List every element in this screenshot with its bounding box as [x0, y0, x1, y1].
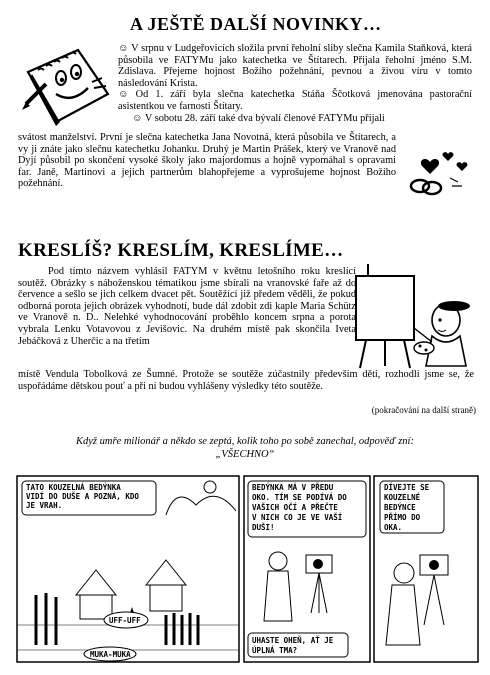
bubble-6-line-1: DÍVEJTE SE [384, 483, 430, 492]
bubble-4-line-2: OKO. TÍM SE PODÍVÁ DO [252, 493, 347, 502]
bubble-3: MUKA-MUKA [90, 650, 131, 659]
bubble-6-line-3: BEDÝNCE [384, 503, 416, 512]
bubble-5-line-1: UHASTE OHEŇ, AŤ JE [252, 636, 334, 645]
bubble-4-line-5: DUŠI! [252, 523, 275, 532]
news-para-3a: ☺ V sobotu 28. září také dva bývalí členové FATYMu přijali [132, 112, 385, 124]
bubble-6-line-5: OKA. [384, 523, 403, 532]
contest-title: KRESLÍŠ? KRESLÍM, KRESLÍME… [18, 240, 344, 261]
news-title: A JEŠTĚ DALŠÍ NOVINKY… [130, 14, 382, 34]
bubble-6-line-4: PŘÍMO DO [384, 513, 421, 522]
bubble-5-line-2: ÚPLNÁ TMA? [252, 646, 298, 655]
continued-note: (pokračování na další straně) [371, 405, 476, 415]
contest-para-2: místě Vendula Tobolková ze Šumné. Protože se soutěže zúčastnily především děti, rozhodli jsme se, že uspořádáme dětskou pouť a při ní budou vyhlášeny výsledky této soutěže. [18, 369, 474, 392]
bubble-1-line-2: VIDÍ DO DUŠE A POZNÁ, KDO [26, 492, 139, 501]
painter-easel-icon [352, 262, 476, 370]
wedding-rings-icon [400, 150, 480, 200]
bubble-6-line-2: KOUZELNÉ [384, 493, 421, 502]
news-paragraphs [118, 43, 472, 124]
bubble-4-line-4: V NICH CO JE VE VAŠÍ [252, 513, 343, 522]
news-para-3b: svátost manželství. První je slečna katechetka Jana Novotná, která působila ve Štítarech, a vy ji znáte jako slečnu katechetku Johanku. Druhý je Martin Prášek, který ve Vranově nad Dyjí působil po skončení vysoké školy jako majordomus a hojně vypomáhal s opravami far. Janě, Martinovi a jejich partnerům blahopřejeme a vyprošujeme hojnost Božího požehnání. [18, 132, 396, 190]
smiley-notepad-icon [16, 42, 116, 128]
news-para-2: ☺ Od 1. září byla slečna katechetka Stáňa Ščotková jmenována pastorační asistentkou ve farnosti Štítary. [118, 89, 472, 112]
quote-line-1: Když umře milionář a někdo se zeptá, kolik toho po sobě zanechal, odpověď zní: [76, 436, 414, 447]
bubble-1-line-3: JE VRAH. [26, 501, 63, 510]
bubble-4-line-3: VAŠICH OČÍ A PŘEČTE [252, 503, 338, 512]
bubble-1-line-1: TATO KOUZELNÁ BEDÝNKA [26, 483, 121, 492]
news-para-1: ☺ V srpnu v Ludgeřovicích složila první řeholní sliby slečna Kamila Staňková, která působila ve FATYMu jako katechetka ve Štítarech. Přijala řeholní jméno S.M. Zdislava. Přejeme hojnost Božího požehnání, pevnou a živou víru v tomto následování Krista. [118, 43, 472, 89]
quote-line-2: „VŠECHNO“ [215, 449, 275, 460]
contest-para-1: Pod tímto názvem vyhlásil FATYM v květnu letošního roku kreslící soutěž. Obrázky s náboženskou tématikou jsme sbírali na vranovské faře až do července a sešlo se jich celkem dvacet pět. Soutěžící již předem věděli, že pokud odborná porota jejich obrázek vyhodnotí, bude dál zdobit zdi kaple Maria Schütz ve Vranově n. D.. Nelehké vyhodnocování proběhlo koncem srpna a porota vybrala Lenku Votavovou z Jevišovic. Na druhém místě pak skončila Iveta Jebáčková z Uherčic a na třetím [18, 266, 356, 347]
comic-strip [16, 475, 480, 665]
bubble-2: UFF-UFF [109, 616, 141, 625]
bubble-4-line-1: BEDÝNKA MÁ V PŘEDU [252, 483, 334, 492]
quote [22, 435, 468, 461]
